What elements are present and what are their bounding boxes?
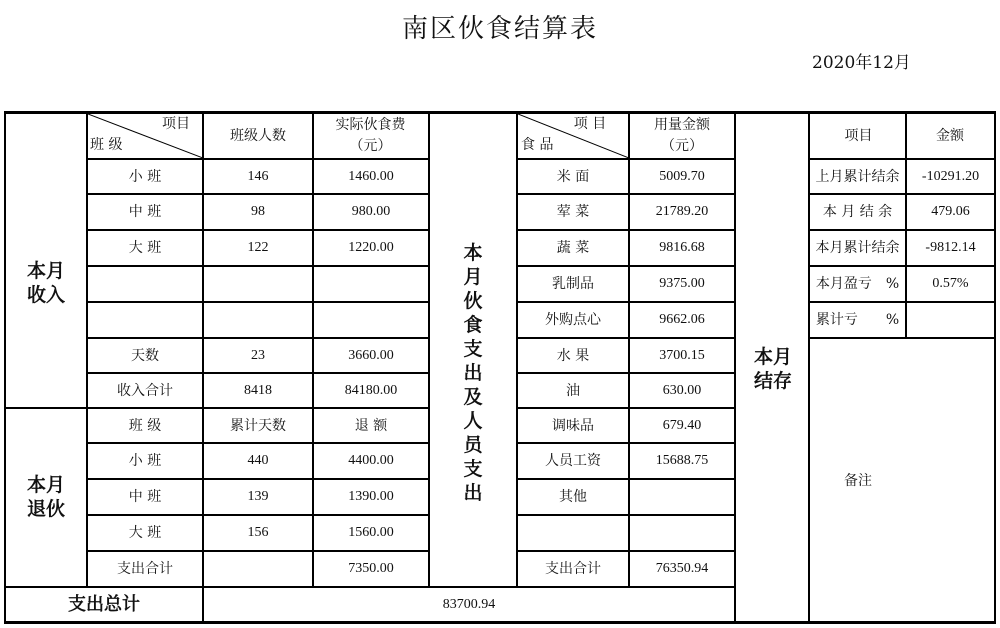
expense-row-amount: 15688.75 — [655, 453, 709, 468]
income-row-fee: 1460.00 — [348, 168, 394, 184]
expense-row-name: 其他 — [559, 489, 587, 505]
refund-row-name: 支出合计 — [117, 561, 173, 577]
expense-row-amount: 3700.15 — [659, 347, 705, 363]
refund-header-amount: 退 额 — [354, 417, 388, 434]
income-row-name — [88, 267, 202, 301]
income-row-fee — [314, 303, 428, 337]
refund-row-amount: 4400.00 — [348, 453, 394, 468]
balance-row-amount — [907, 303, 994, 337]
income-header-class: 班 级 — [90, 137, 123, 153]
expense-row-amount: 630.00 — [662, 382, 702, 398]
refund-row-amount: 1390.00 — [348, 489, 394, 504]
expense-label-char: 食 — [463, 314, 483, 336]
refund-label-line1: 本月 — [26, 474, 65, 496]
refund-row-name: 中 班 — [128, 489, 162, 505]
table-rule — [734, 111, 736, 622]
expense-row-name — [518, 516, 628, 550]
income-row-count: 23 — [251, 347, 265, 363]
refund-row-days: 440 — [247, 453, 269, 468]
balance-row-amount: -9812.14 — [925, 240, 976, 255]
expense-header-amount: 用量金额 — [654, 117, 710, 133]
expense-label-char: 支 — [463, 338, 483, 360]
expense-row-name: 外购点心 — [545, 312, 601, 328]
page-title: 南区伙食结算表 — [401, 14, 598, 44]
expense-header-item: 项 目 — [573, 116, 607, 132]
expense-row-amount: 5009.70 — [659, 168, 705, 184]
balance-row-amount: 0.57% — [932, 276, 969, 291]
income-row-name: 收入合计 — [117, 382, 173, 399]
refund-header-days: 累计天数 — [230, 417, 286, 434]
total-label: 支出总计 — [68, 594, 140, 615]
expense-header-amount-unit: （元） — [661, 138, 703, 154]
expense-row-name: 水 果 — [556, 347, 590, 364]
expense-row-amount: 76350.94 — [655, 561, 709, 576]
income-header-item: 项目 — [162, 116, 190, 132]
balance-row-amount: -10291.20 — [921, 168, 980, 184]
income-row-name: 大 班 — [128, 240, 162, 256]
refund-row-amount: 1560.00 — [348, 525, 394, 540]
balance-row-name: 本月累计结余 — [815, 240, 900, 256]
expense-row-amount: 9816.68 — [659, 240, 705, 255]
income-section-label — [6, 160, 86, 406]
income-row-fee: 1220.00 — [348, 240, 394, 255]
expense-row-amount — [630, 516, 734, 550]
expense-row-amount: 21789.20 — [655, 204, 709, 219]
balance-row-amount: 479.06 — [931, 204, 970, 219]
income-row-name — [88, 303, 202, 337]
refund-section-label — [6, 408, 86, 586]
income-label-line2: 收入 — [26, 284, 65, 306]
expense-row-name: 调味品 — [552, 417, 594, 434]
refund-row-days: 139 — [247, 489, 269, 504]
balance-row-name: 本月盈亏 % — [815, 276, 900, 292]
expense-label-char: 出 — [463, 482, 483, 504]
income-row-name: 小 班 — [128, 168, 162, 185]
income-row-count — [204, 303, 312, 337]
income-row-fee: 3660.00 — [348, 347, 394, 363]
report-date: 2020年12月 — [812, 53, 911, 73]
expense-section-label — [430, 160, 516, 586]
table-rule — [994, 111, 996, 622]
expense-row-name: 荤 菜 — [556, 204, 590, 220]
balance-header-amount: 金额 — [936, 128, 964, 144]
income-row-count: 98 — [251, 204, 265, 219]
balance-row-name: 上月累计结余 — [815, 168, 900, 185]
income-row-count: 146 — [247, 168, 269, 184]
refund-row-name: 小 班 — [128, 453, 162, 469]
income-row-name: 天数 — [131, 347, 159, 364]
expense-label-char: 本 — [463, 242, 483, 264]
income-row-name: 中 班 — [128, 204, 162, 220]
income-header-fee: 实际伙食费 — [335, 117, 406, 133]
expense-row-amount: 9375.00 — [659, 276, 705, 291]
expense-row-name: 人员工资 — [545, 453, 601, 469]
balance-label-line2: 结存 — [753, 369, 792, 392]
expense-row-name: 米 面 — [556, 168, 590, 185]
income-row-fee: 84180.00 — [344, 382, 398, 398]
balance-header-item: 项目 — [844, 128, 873, 144]
expense-label-char: 伙 — [463, 290, 483, 312]
remark-label: 备注 — [844, 472, 872, 489]
expense-header-food: 食 品 — [521, 137, 554, 153]
income-header-fee-unit: （元） — [349, 138, 392, 154]
income-row-count: 8418 — [244, 382, 272, 398]
balance-label-line1: 本月 — [753, 345, 792, 368]
refund-row-name: 大 班 — [128, 525, 162, 541]
expense-row-amount: 679.40 — [662, 417, 702, 433]
balance-section-label — [737, 114, 809, 623]
refund-header-class: 班 级 — [128, 417, 162, 434]
income-row-fee: 980.00 — [351, 204, 391, 219]
expense-label-char: 人 — [463, 410, 483, 432]
expense-row-name: 油 — [566, 382, 580, 399]
total-value: 83700.94 — [442, 597, 496, 612]
refund-row-amount: 7350.00 — [348, 561, 394, 576]
expense-label-char: 及 — [463, 386, 483, 408]
expense-row-name: 蔬 菜 — [556, 240, 590, 256]
refund-row-days: 156 — [247, 525, 269, 540]
refund-label-line2: 退伙 — [26, 498, 65, 520]
expense-label-char: 员 — [463, 434, 483, 456]
expense-label-char: 支 — [463, 458, 483, 480]
income-label-line1: 本月 — [26, 260, 65, 282]
income-row-count — [204, 267, 312, 301]
refund-row-days — [204, 552, 312, 586]
balance-row-name: 本 月 结 余 — [822, 204, 893, 220]
expense-row-name: 乳制品 — [552, 276, 594, 292]
expense-label-char: 月 — [463, 266, 483, 288]
expense-label-char: 出 — [463, 362, 483, 384]
income-row-fee — [314, 267, 428, 301]
expense-row-amount — [630, 480, 734, 514]
expense-row-name: 支出合计 — [545, 561, 601, 577]
income-header-count: 班级人数 — [230, 128, 286, 144]
expense-row-amount: 9662.06 — [659, 312, 705, 327]
balance-row-name: 累计亏 % — [815, 312, 900, 328]
income-row-count: 122 — [247, 240, 269, 255]
